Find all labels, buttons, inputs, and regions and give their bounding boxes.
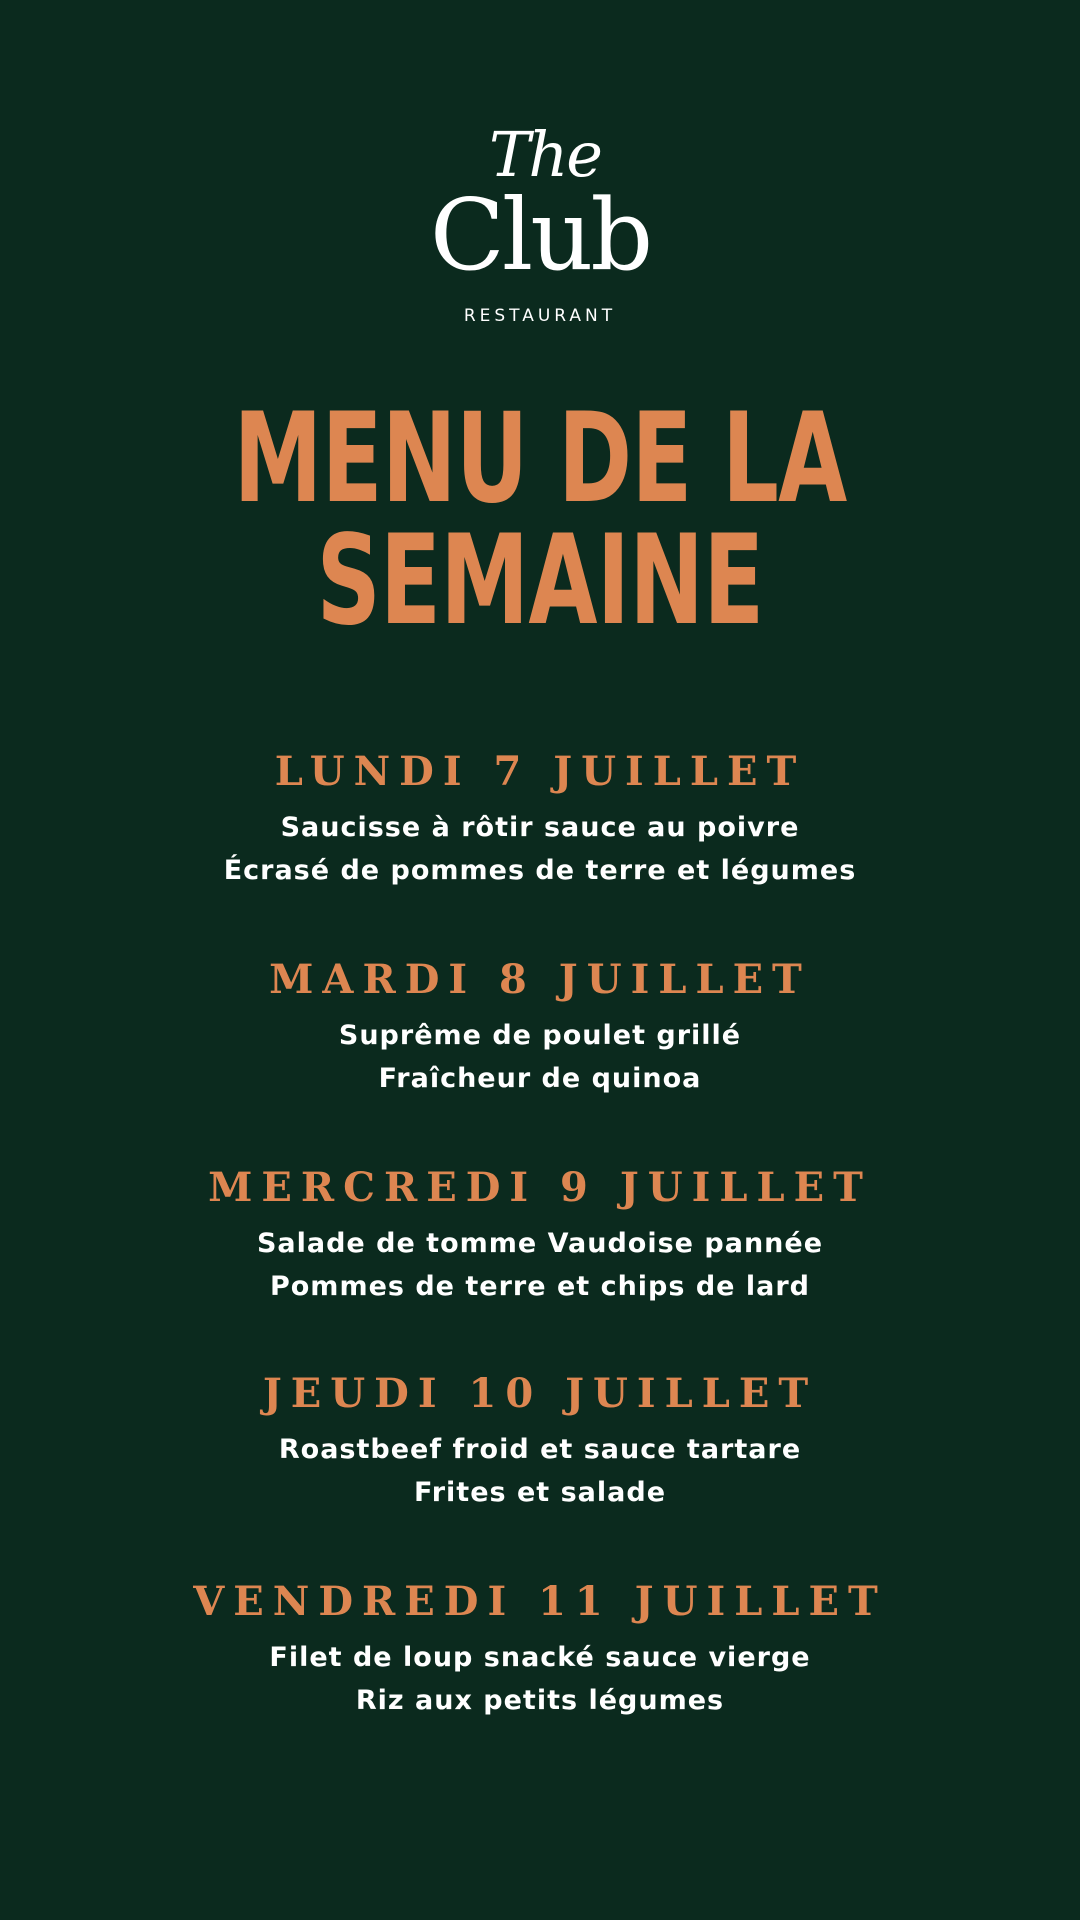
dish-item: Riz aux petits légumes: [355, 1685, 725, 1716]
dish-item: Roastbeef froid et sauce tartare: [278, 1434, 802, 1465]
day-title: MARDI 8 JUILLET: [269, 956, 811, 1003]
dish-list: [0, 1222, 1080, 1308]
title-line-2: SEMAINE: [316, 509, 764, 653]
day-title: LUNDI 7 JUILLET: [274, 748, 806, 795]
dish-item: Fraîcheur de quinoa: [378, 1063, 702, 1094]
dish-item: Filet de loup snacké sauce vierge: [269, 1642, 811, 1673]
day-tuesday: [0, 956, 1080, 1100]
day-wednesday: [0, 1164, 1080, 1308]
dish-item: Écrasé de pommes de terre et légumes: [223, 855, 857, 886]
day-monday: [0, 748, 1080, 892]
dish-item: Salade de tomme Vaudoise pannée: [256, 1228, 824, 1259]
day-title: MERCREDI 9 JUILLET: [208, 1164, 872, 1211]
day-thursday: [0, 1370, 1080, 1514]
dish-item: Saucisse à rôtir sauce au poivre: [280, 812, 800, 843]
logo-club-text: Club: [429, 179, 651, 293]
dish-list: [0, 1636, 1080, 1722]
logo-the-text: The: [489, 118, 601, 191]
restaurant-logo: [0, 120, 1080, 326]
dish-item: Frites et salade: [414, 1477, 666, 1508]
day-title: VENDREDI 11 JUILLET: [193, 1578, 887, 1625]
dish-item: Pommes de terre et chips de lard: [269, 1271, 811, 1302]
dish-list: [0, 1428, 1080, 1514]
day-title: JEUDI 10 JUILLET: [262, 1370, 818, 1417]
dish-list: [0, 1014, 1080, 1100]
dish-list: [0, 806, 1080, 892]
dish-item: Suprême de poulet grillé: [338, 1020, 742, 1051]
page-title: [151, 387, 929, 653]
logo-subtitle: RESTAURANT: [463, 306, 617, 326]
title-line-1: MENU DE LA: [233, 387, 847, 531]
day-friday: [0, 1578, 1080, 1722]
